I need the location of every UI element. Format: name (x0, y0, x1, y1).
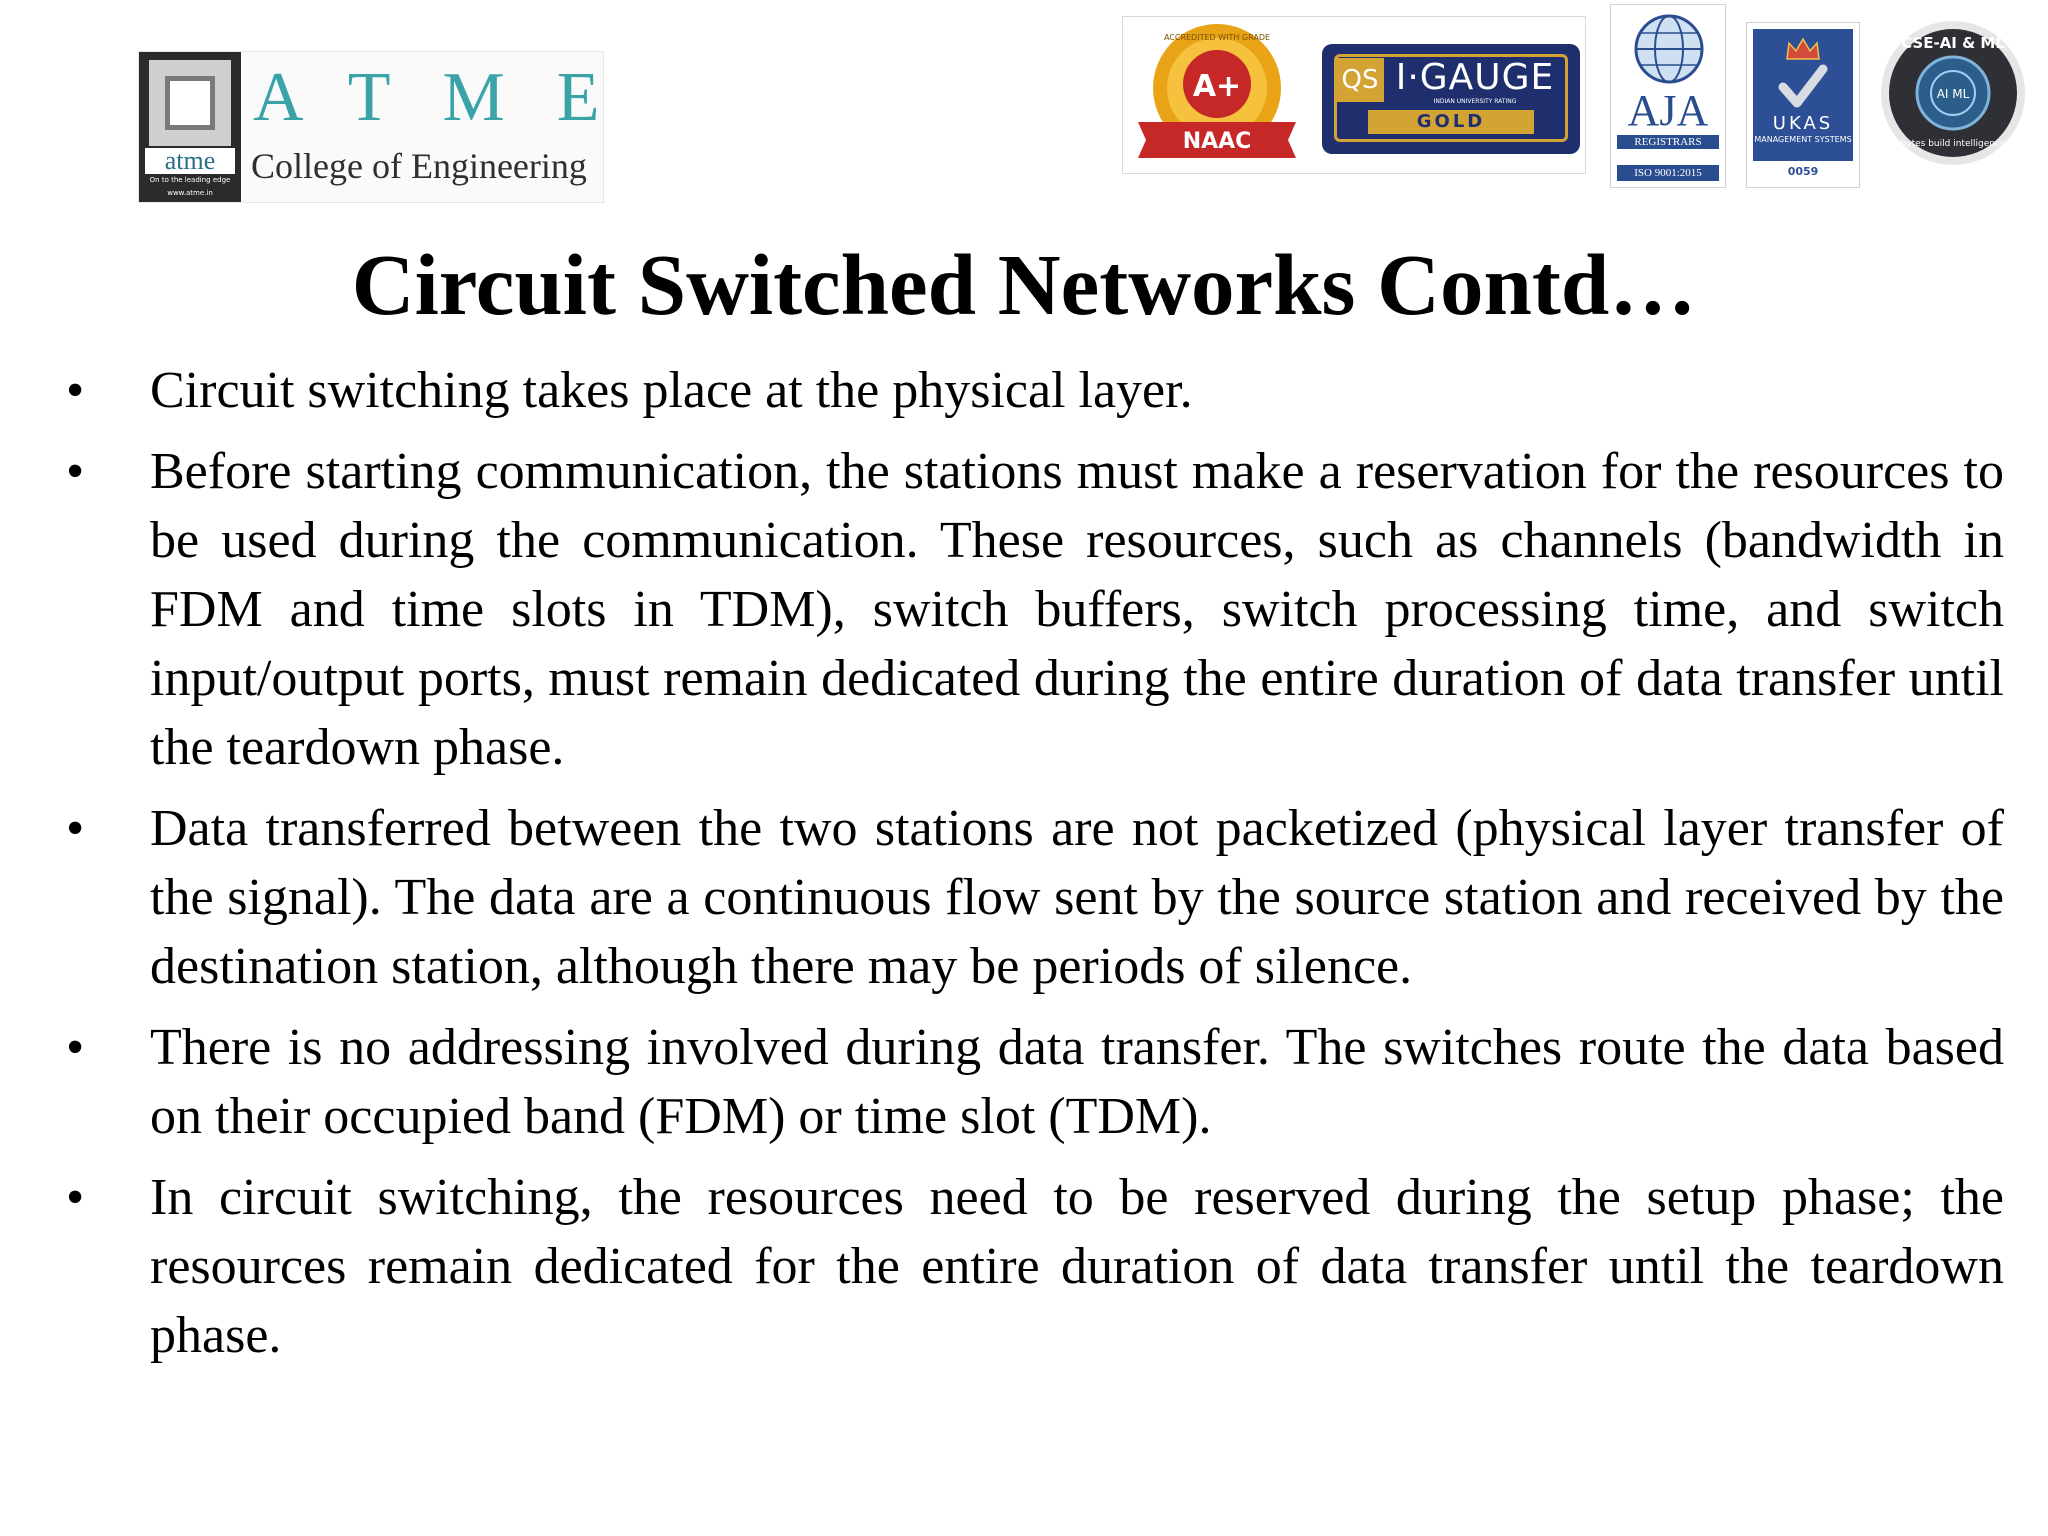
atme-emblem (139, 52, 241, 202)
globe-icon (1633, 13, 1705, 85)
bullet-text: Before starting communication, the stations must make a reservation for the resources to be used during the communication. These resources, such as channels (bandwidth in FDM and time slots in TDM), switch buffers, switch processing time, and switch input/output ports, must remain dedicated during the entire duration of data transfer until the teardown phase. (150, 443, 2004, 776)
slide-title: Circuit Switched Networks Contd… (351, 236, 1697, 333)
ukas-number: 0059 (1787, 165, 1819, 178)
qs-rating: GOLD (1368, 110, 1534, 134)
emblem-tagline: On to the leading edge (149, 176, 231, 184)
qs-subtitle: INDIAN UNIVERSITY RATING (1433, 98, 1517, 105)
bullet-icon: • (66, 800, 85, 857)
cse-center-text: AI ML (1936, 87, 1970, 101)
list-item (66, 437, 2004, 782)
college-name: College of Engineering (251, 146, 587, 186)
cse-aiml-badge (1878, 18, 2028, 168)
bullet-icon: • (66, 362, 85, 419)
qs-label: QS (1336, 58, 1384, 102)
aja-name: AJA (1627, 86, 1709, 135)
emblem-url: www.atme.in (167, 189, 213, 197)
naac-name: NAAC (1182, 129, 1252, 154)
qs-igauge-badge (1322, 44, 1580, 154)
ukas-badge (1746, 22, 1860, 188)
atme-letters: ATME (253, 59, 652, 136)
bullet-icon: • (66, 1169, 85, 1226)
list-item (66, 794, 2004, 1001)
cse-bottom-text: bytes build intelligence (1900, 139, 2006, 149)
ukas-name: UKAS (1772, 113, 1834, 134)
bullet-list (66, 356, 2004, 1382)
bullet-text: Data transferred between the two stations are not packetized (physical layer transfer of the signal). The data are a continuous flow sent by the source station and received by the destination station, although there may be periods of silence. (150, 800, 2004, 995)
bullet-text: Circuit switching takes place at the physical layer. (150, 362, 1193, 419)
list-item (66, 1013, 2004, 1151)
emblem-word: atme (145, 148, 235, 174)
bullet-icon: • (66, 1019, 85, 1076)
naac-ring-text: ACCREDITED WITH GRADE (1163, 33, 1271, 42)
aja-registrar: REGISTRARS (1617, 135, 1719, 149)
crown-icon (1785, 37, 1821, 61)
qs-igauge-name: I·GAUGE (1395, 57, 1555, 98)
list-item (66, 1163, 2004, 1370)
emblem-frame-inner (165, 76, 215, 130)
aja-iso: ISO 9001:2015 (1617, 165, 1719, 181)
naac-grade: A+ (1192, 69, 1242, 104)
college-logo (138, 51, 652, 203)
cse-top-text: CSE-AI & ML (1901, 34, 2005, 52)
aja-badge (1610, 4, 1726, 188)
ukas-subtitle: MANAGEMENT SYSTEMS (1754, 135, 1852, 144)
ukas-panel (1753, 29, 1853, 161)
bullet-text: There is no addressing involved during data transfer. The switches route the data based on their occupied band (FDM) or time slot (TDM). (150, 1019, 2004, 1145)
list-item (66, 356, 2004, 425)
bullet-text: In circuit switching, the resources need to be reserved during the setup phase; the resources remain dedicated for the entire duration of data transfer until the teardown phase. (150, 1169, 2004, 1364)
checkmark-icon (1777, 61, 1829, 113)
bullet-icon: • (66, 443, 85, 500)
naac-badge (1124, 18, 1310, 168)
